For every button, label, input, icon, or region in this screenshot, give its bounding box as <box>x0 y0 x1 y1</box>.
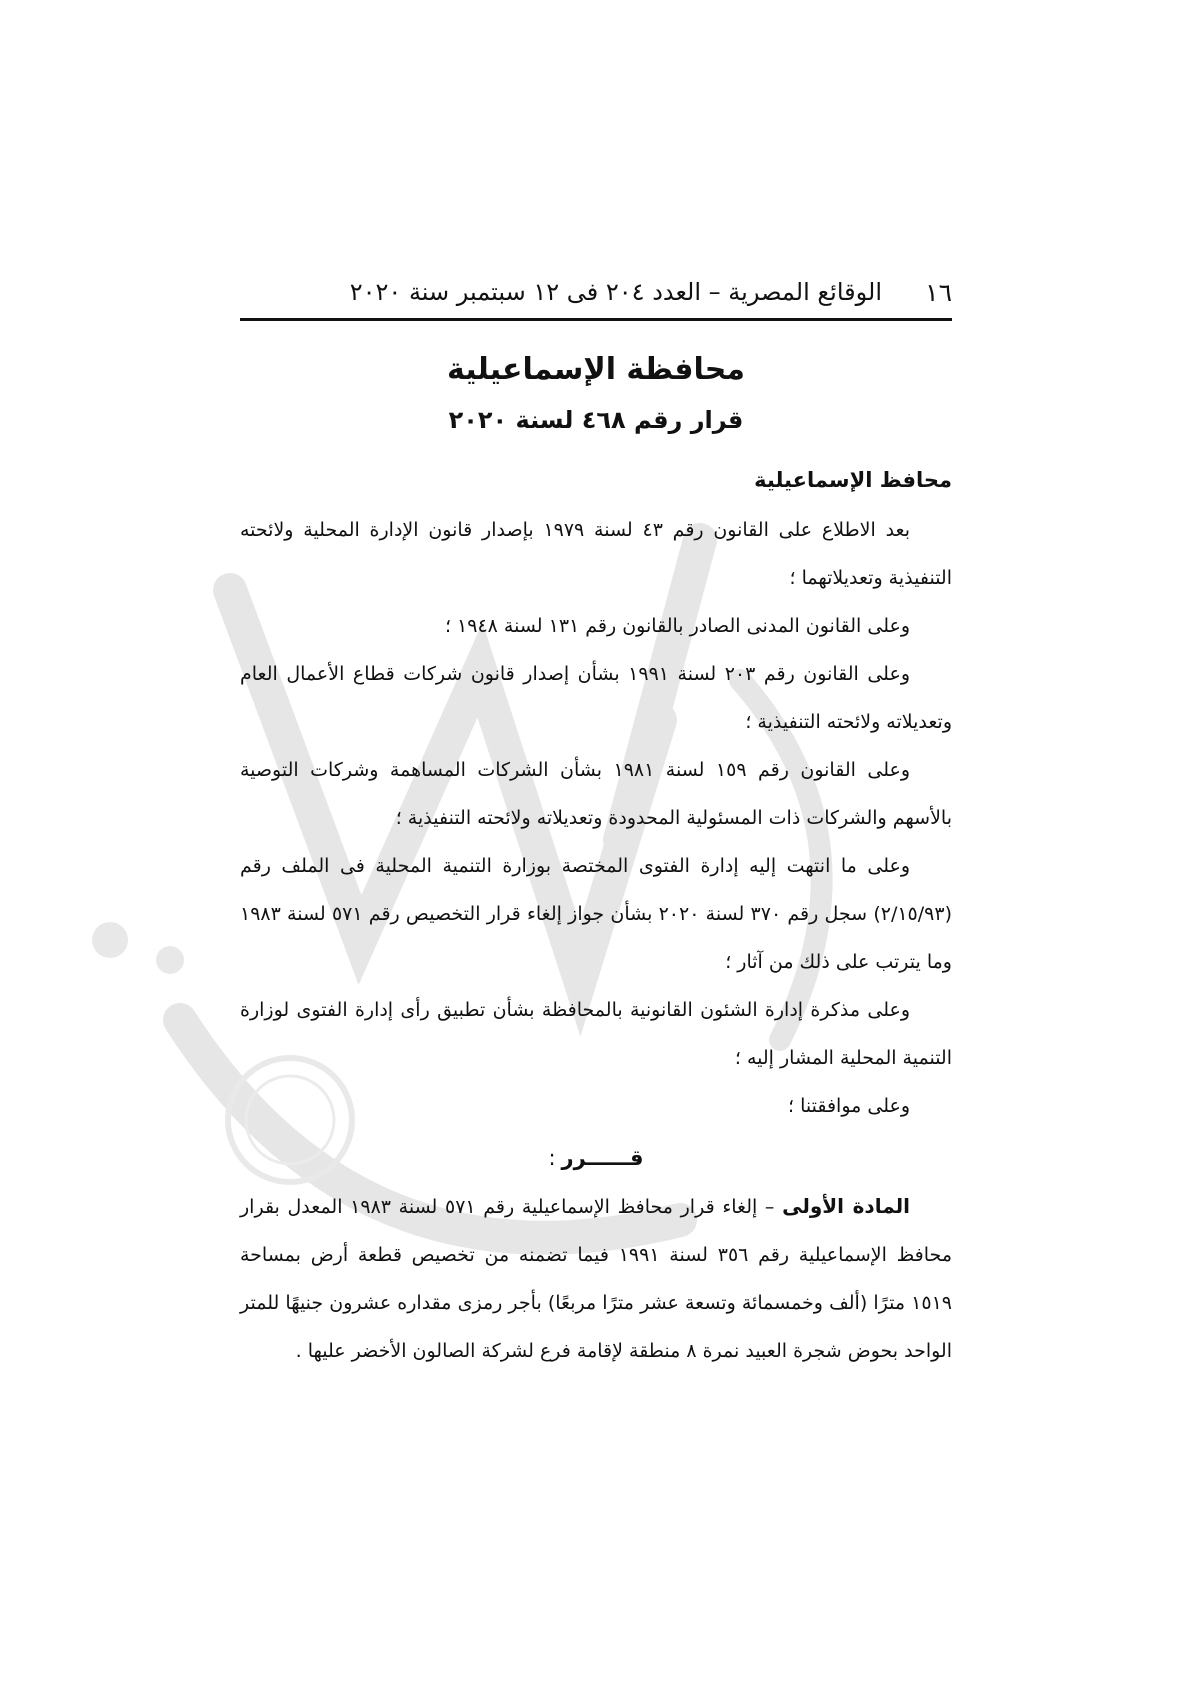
decides-label: قــــــرر <box>561 1146 644 1170</box>
page-header <box>240 274 952 310</box>
issuer-heading: محافظ الإسماعيلية <box>754 468 952 492</box>
preamble-paragraph: وعلى القانون رقم ١٥٩ لسنة ١٩٨١ بشأن الشركات المساهمة وشركات التوصية بالأسهم والشركات ذات المسئولية المحدودة وتعديلاته ولائحته التنفيذية ؛ <box>240 759 952 829</box>
page-number: ١٦ <box>925 277 952 307</box>
article-text: – إلغاء قرار محافظ الإسماعيلية رقم ٥٧١ لسنة ١٩٨٣ المعدل بقرار محافظ الإسماعيلية رقم ٣٥٦ لسنة ١٩٩١ فيما تضمنه من تخصيص قطعة أرض بمساحة ١٥١٩ مترًا (ألف وخمسمائة وتسعة عشر مترًا مربعًا) بأجر رمزى مقداره عشرون جنيهًا للمتر الواحد بحوض شجرة العبيد نمرة ٨ منطقة لإقامة فرع لشركة الصالون الأخضر عليها . <box>240 1196 952 1362</box>
preamble-paragraph: وعلى القانون رقم ٢٠٣ لسنة ١٩٩١ بشأن إصدار قانون شركات قطاع الأعمال العام وتعديلاته ولائحته التنفيذية ؛ <box>240 663 952 733</box>
preamble-paragraph: بعد الاطلاع على القانون رقم ٤٣ لسنة ١٩٧٩ بإصدار قانون الإدارة المحلية ولائحته التنفيذية وتعديلاتهما ؛ <box>240 519 952 589</box>
decides-colon: : <box>548 1146 556 1170</box>
decree-title: قرار رقم ٤٦٨ لسنة ٢٠٢٠ <box>448 406 744 434</box>
preamble-paragraph: وعلى موافقتنا ؛ <box>788 1095 910 1117</box>
header-divider <box>240 318 952 321</box>
preamble-paragraph: وعلى القانون المدنى الصادر بالقانون رقم ١٣١ لسنة ١٩٤٨ ؛ <box>444 615 910 637</box>
decides-heading <box>240 1134 952 1182</box>
article-label: المادة الأولى <box>782 1194 910 1218</box>
article-one <box>240 1182 952 1375</box>
gazette-header-title: الوقائع المصرية – العدد ٢٠٤ فى ١٢ سبتمبر سنة ٢٠٢٠ <box>349 278 882 306</box>
governorate-title: محافظة الإسماعيلية <box>447 352 745 387</box>
preamble-paragraph: وعلى ما انتهت إليه إدارة الفتوى المختصة بوزارة التنمية المحلية فى الملف رقم (٢/١٥/٩٣) سجل رقم ٣٧٠ لسنة ٢٠٢٠ بشأن جواز إلغاء قرار التخصيص رقم ٥٧١ لسنة ١٩٨٣ وما يترتب على ذلك من آثار ؛ <box>240 855 952 973</box>
decree-body <box>240 456 952 1375</box>
preamble-paragraph: وعلى مذكرة إدارة الشئون القانونية بالمحافظة بشأن تطبيق رأى إدارة الفتوى لوزارة التنمية المحلية المشار إليه ؛ <box>240 999 952 1069</box>
